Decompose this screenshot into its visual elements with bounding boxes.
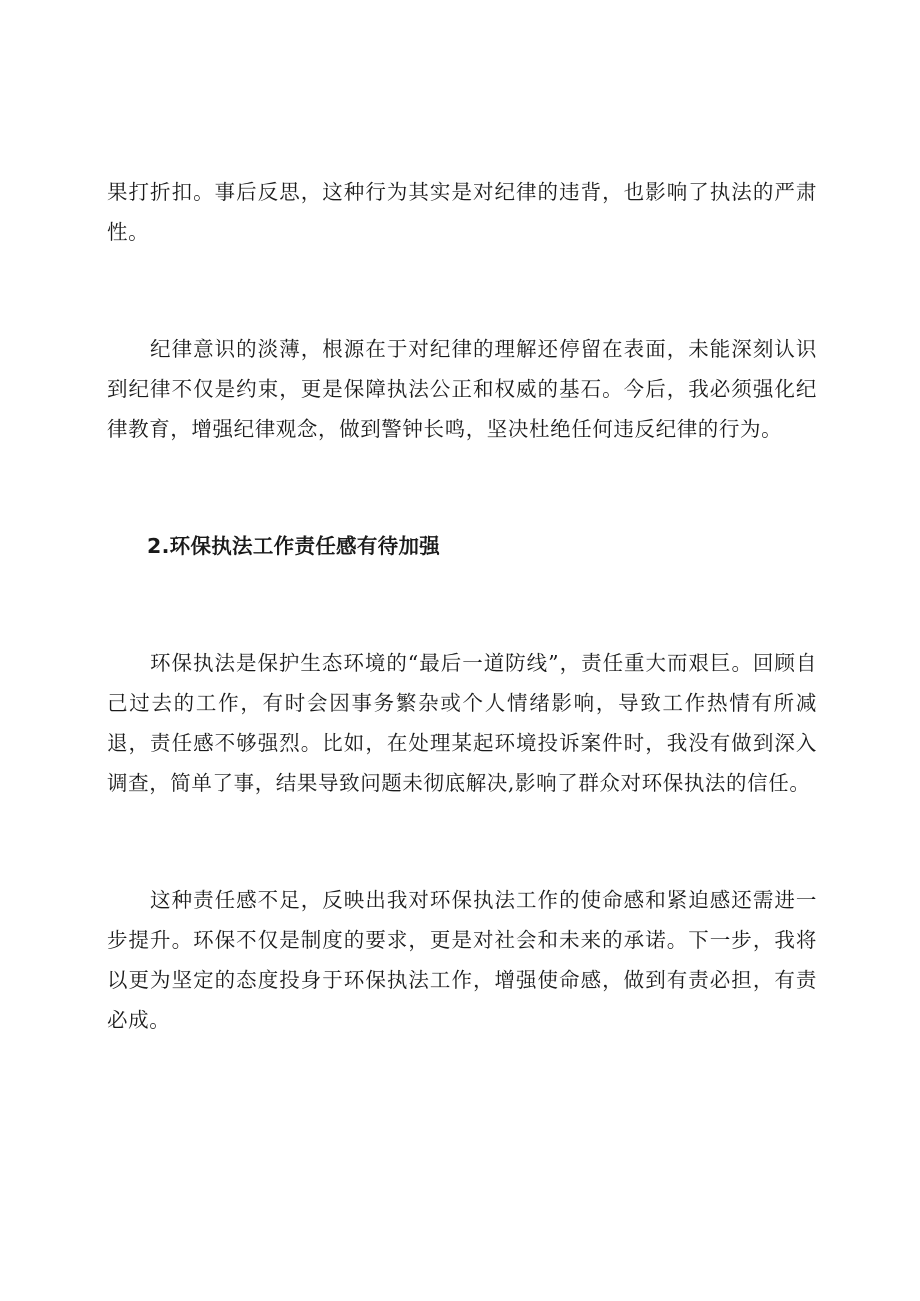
paragraph-continuation: 果打折扣。事后反思，这种行为其实是对纪律的违背，也影响了执法的严肃性。	[107, 180, 817, 244]
paragraph-discipline: 纪律意识的淡薄，根源在于对纪律的理解还停留在表面，未能深刻认识到纪律不仅是约束，更是保障执法公正和权威的基石。今后，我必须强化纪律教育，增强纪律观念，做到警钟长鸣，坚决杜绝任何违反纪律的行为。	[107, 337, 817, 441]
paragraph-responsibility: 环保执法是保护生态环境的“最后一道防线”，责任重大而艰巨。回顾自己过去的工作，有时会因事务繁杂或个人情绪影响，导致工作热情有所减退，责任感不够强烈。比如，在处理某起环境投诉案件时，我没有做到深入调查，简单了事，结果导致问题未彻底解决,影响了群众对环保执法的信任。	[107, 651, 817, 795]
paragraph-commitment: 这种责任感不足，反映出我对环保执法工作的使命感和紧迫感还需进一步提升。环保不仅是制度的要求，更是对社会和未来的承诺。下一步，我将以更为坚定的态度投身于环保执法工作，增强使命感，做到有责必担，有责必成。	[107, 888, 817, 1032]
document-body	[107, 172, 817, 1040]
section-heading: 2.环保执法工作责任感有待加强	[147, 534, 441, 558]
